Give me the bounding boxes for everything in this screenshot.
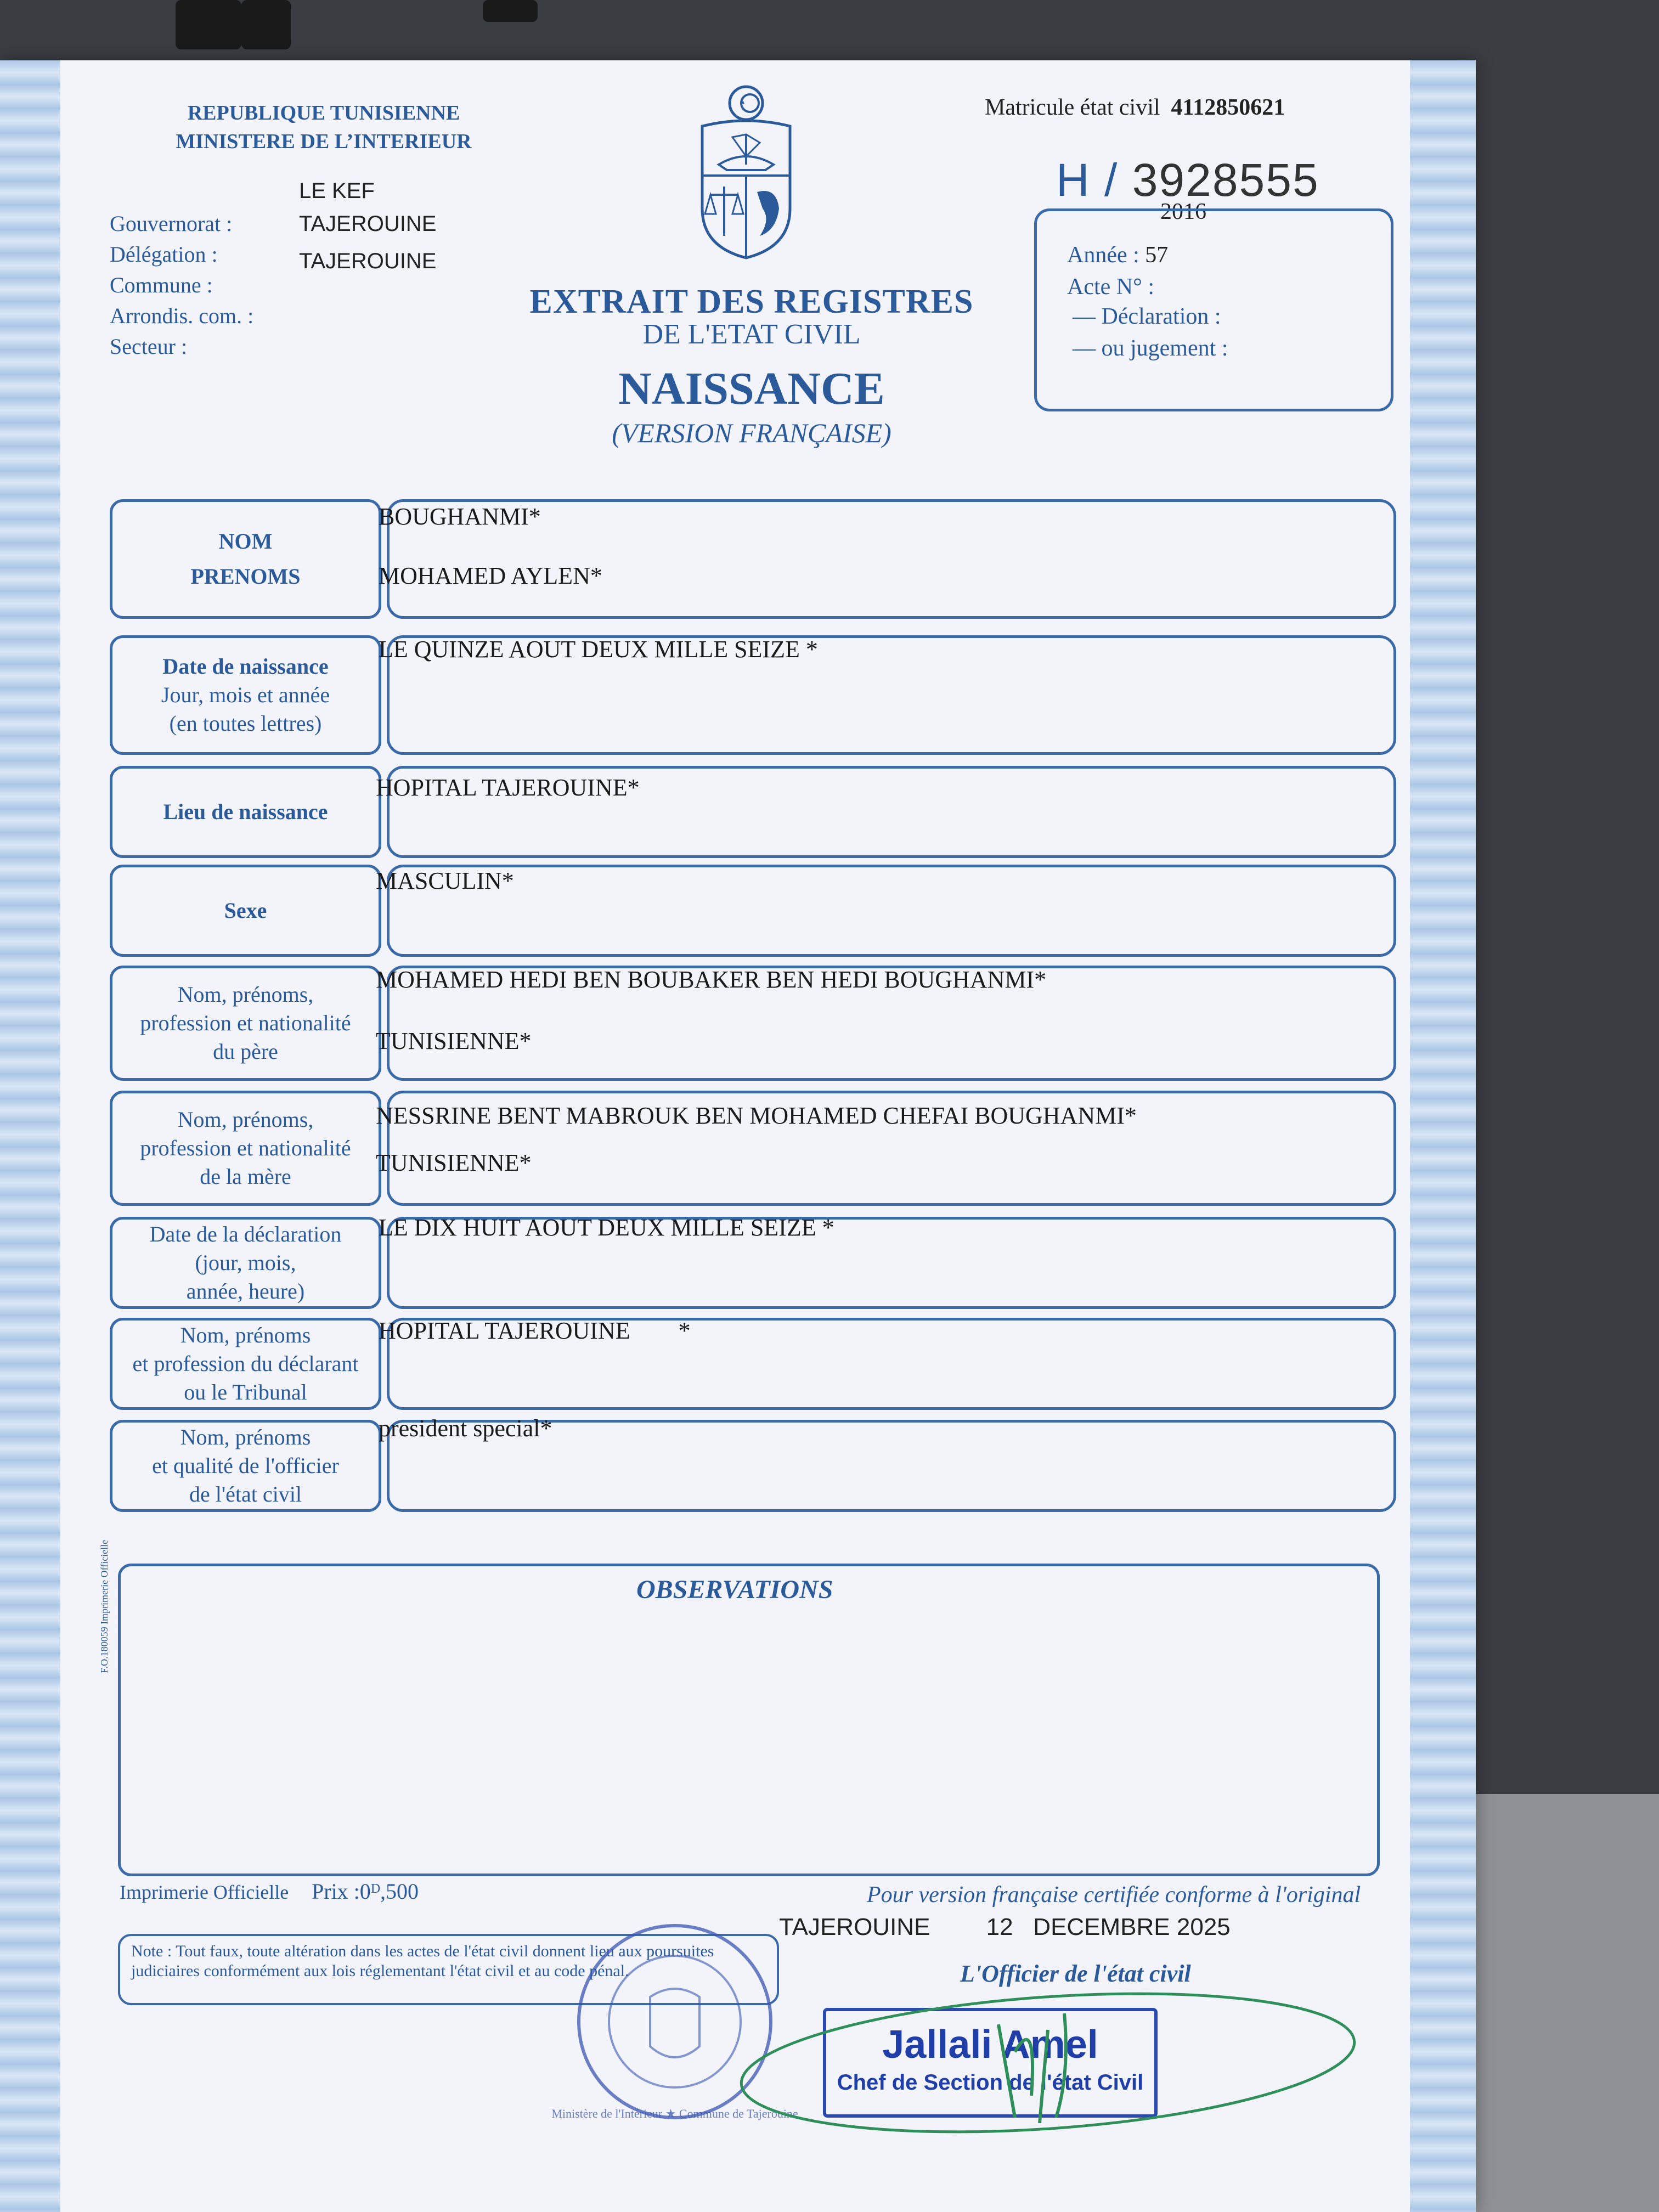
mere-nationalite-value: TUNISIENNE* [376, 1149, 532, 1176]
sexe-value: MASCULIN* [376, 867, 514, 894]
row-label: Nom, prénoms et qualité de l'officier de l'état civil [110, 1420, 381, 1512]
seal-text: Ministère de l'Intérieur ★ Commune de Tajerouine [551, 2107, 798, 2120]
mere-nom-value: NESSRINE BENT MABROUK BEN MOHAMED CHEFAI BOUGHANMI* [376, 1102, 1137, 1129]
matricule [985, 94, 1285, 121]
commune-value: TAJEROUINE [299, 249, 437, 273]
decorative-border-right [1410, 60, 1476, 2212]
delegation-value: TAJEROUINE [299, 212, 437, 236]
officier-value: president special* [379, 1415, 552, 1442]
row-officier [110, 1415, 1396, 1512]
row-label: Date de la déclaration (jour, mois, année, heure) [110, 1217, 381, 1309]
row-label: Nom, prénoms, profession et nationalité du père [110, 966, 381, 1081]
date-naissance-value: LE QUINZE AOUT DEUX MILLE SEIZE * [379, 636, 818, 663]
stamp-title: Chef de Section de l'état Civil [837, 2070, 1144, 2095]
document-title: EXTRAIT DES REGISTRES [529, 283, 974, 320]
republic-name: REPUBLIQUE TUNISIENNE [187, 101, 460, 125]
certification-text: Pour version française certifiée conforme à l'original [867, 1882, 1361, 1908]
row-date-naissance [110, 635, 1396, 755]
gouvernorat-label: Gouvernorat : [110, 211, 233, 236]
pere-nom-value: MOHAMED HEDI BEN BOUBAKER BEN HEDI BOUGHANMI* [376, 966, 1047, 993]
price-label: Prix :0ᴰ,500 [312, 1879, 419, 1904]
side-print-code: F.O.180059 Imprimerie Officielle [99, 1539, 110, 1673]
nom-value: BOUGHANMI* [379, 503, 541, 530]
prenoms-value: MOHAMED AYLEN* [379, 562, 602, 589]
acte-box [1034, 208, 1393, 411]
row-sexe [110, 865, 1396, 957]
officer-title: L'Officier de l'état civil [960, 1960, 1191, 1987]
binder-clip [241, 0, 291, 49]
binder-clip [483, 0, 538, 22]
row-mere [110, 1091, 1396, 1206]
row-label: Nom, prénoms, profession et nationalité de la mère [110, 1091, 381, 1206]
matricule-label: Matricule état civil [985, 95, 1160, 120]
observations-box [118, 1564, 1380, 1876]
register-prefix: H / [1056, 154, 1119, 206]
matricule-value: 4112850621 [1171, 95, 1285, 120]
row-label: Nom, prénoms et profession du déclarant ou le Tribunal [110, 1318, 381, 1410]
document-version: (VERSION FRANÇAISE) [612, 417, 891, 448]
binder-clip [176, 0, 241, 49]
issue-place: TAJEROUINE [779, 1914, 930, 1940]
registration-year: 2016 [1160, 199, 1206, 224]
row-label: Lieu de naissance [110, 766, 381, 858]
birth-certificate [0, 60, 1476, 2212]
row-date-declaration [110, 1214, 1396, 1309]
declarant-value: HOPITAL TAJEROUINE * [379, 1317, 691, 1344]
row-pere [110, 966, 1396, 1081]
jugement-label: — ou jugement : [1073, 336, 1228, 361]
issue-place-date [779, 1914, 1231, 1941]
row-lieu-naissance [110, 766, 1396, 858]
annee-value: 57 [1145, 242, 1169, 268]
handwritten-signature-icon [741, 1980, 1361, 2162]
stamp-name: Jallali Amel [882, 2023, 1098, 2067]
observations-title: OBSERVATIONS [636, 1575, 833, 1604]
lieu-naissance-value: HOPITAL TAJEROUINE* [376, 774, 640, 801]
acte-label: Acte N° : [1067, 274, 1155, 300]
document-subtitle: DE L'ETAT CIVIL [642, 319, 861, 350]
legal-note: Note : Tout faux, toute altération dans les actes de l'état civil donnent lieu aux poursuites judiciaires conformément aux lois réglementant l'état civil et au code pénal. [118, 1934, 779, 2005]
commune-label: Commune : [110, 273, 213, 297]
secteur-label: Secteur : [110, 334, 188, 359]
ministry-name: MINISTERE DE L’INTERIEUR [176, 130, 472, 153]
row-label: Date de naissance Jour, mois et année (en toutes lettres) [110, 635, 381, 755]
row-nom-prenoms [110, 499, 1396, 619]
register-number-value: 3928555 [1132, 154, 1319, 206]
decorative-border-left [0, 60, 60, 2212]
arrondissement-label: Arrondis. com. : [110, 303, 254, 328]
issue-date: 12 DECEMBRE 2025 [986, 1914, 1231, 1940]
issuer-heading [132, 99, 516, 156]
pere-nationalite-value: TUNISIENNE* [376, 1028, 532, 1054]
document-type: NAISSANCE [618, 363, 885, 414]
declaration-label: — Déclaration : [1073, 304, 1221, 329]
date-declaration-value: LE DIX HUIT AOUT DEUX MILLE SEIZE * [379, 1214, 834, 1241]
delegation-label: Délégation : [110, 242, 218, 267]
row-declarant [110, 1318, 1396, 1410]
annee-label: Année : [1067, 242, 1139, 268]
row-label: Sexe [110, 865, 381, 957]
tunisia-coat-of-arms-icon [689, 82, 804, 263]
row-value-box [387, 865, 1396, 957]
row-label: NOM PRENOMS [110, 499, 381, 619]
annee-field [1067, 239, 1168, 272]
printer-label: Imprimerie Officielle [120, 1881, 289, 1903]
gouvernorat-value: LE KEF [299, 179, 375, 203]
